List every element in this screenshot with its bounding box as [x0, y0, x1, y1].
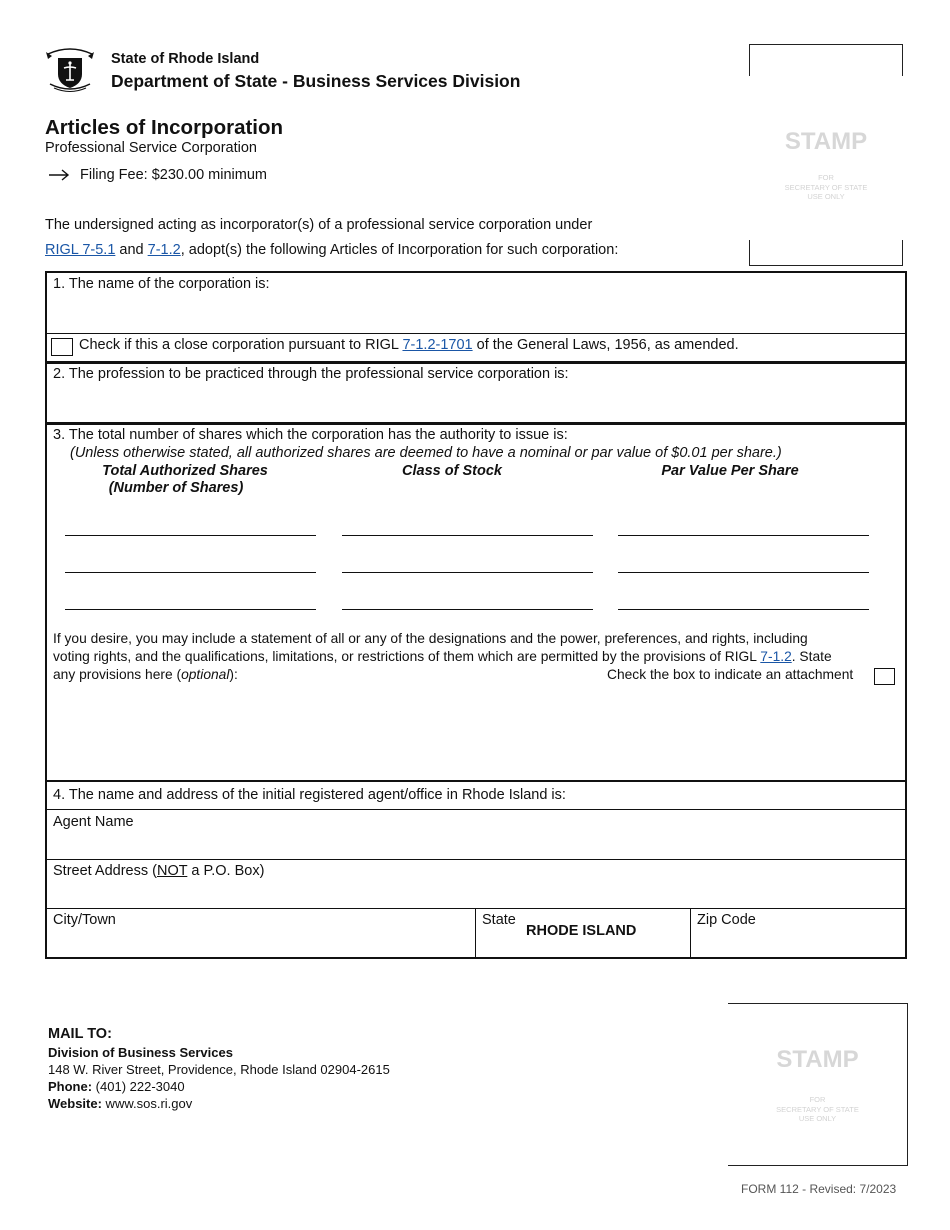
- section-4-divider-2: [47, 859, 905, 860]
- section-4-col-divider-2: [690, 908, 691, 957]
- class-input-row-1[interactable]: [342, 535, 593, 536]
- mail-to-website: [48, 1095, 390, 1112]
- header-department: Department of State - Business Services Division: [111, 71, 521, 91]
- zip-input[interactable]: [692, 930, 904, 956]
- col-header-class: Class of Stock: [402, 463, 502, 479]
- street-address-label: [53, 863, 264, 879]
- section-3-note: (Unless otherwise stated, all authorized shares are deemed to have a nominal or par value of $0.01 per share.): [70, 445, 782, 461]
- class-input-row-2[interactable]: [342, 572, 593, 573]
- phone-value: (401) 222-3040: [92, 1079, 185, 1094]
- filing-fee-text: Filing Fee: $230.00 minimum: [80, 167, 267, 183]
- stamp-box-top: [749, 44, 903, 266]
- col-header-shares-line2: (Number of Shares): [108, 480, 244, 496]
- phone-label: Phone:: [48, 1079, 93, 1094]
- form-number: FORM 112 - Revised: 7/2023: [741, 1182, 897, 1196]
- shares-input-row-2[interactable]: [65, 572, 316, 573]
- stamp-note-line: SECRETARY OF STATE: [776, 1104, 859, 1114]
- provisions-line-1: If you desire, you may include a statement of all or any of the designations and the power, preferences, and rights, including: [53, 631, 808, 646]
- arrow-right-icon: [48, 169, 70, 181]
- rigl-7-5-1-link[interactable]: RIGL 7-5.1: [45, 242, 116, 258]
- col-header-par: Par Value Per Share: [661, 463, 799, 479]
- rigl-7-1-2-provisions-link[interactable]: 7-1.2: [760, 649, 792, 664]
- par-input-row-3[interactable]: [618, 609, 869, 610]
- mail-to-phone: [48, 1078, 390, 1095]
- header-state: State of Rhode Island: [111, 51, 260, 67]
- stamp-note-line: SECRETARY OF STATE: [784, 182, 868, 192]
- close-corp-post: of the General Laws, 1956, as amended.: [472, 337, 739, 353]
- provisions-line-2-pre: voting rights, and the qualifications, limitations, or restrictions of them which are permitted by the provisions of RIGL: [53, 649, 761, 664]
- stamp-note-line: FOR: [818, 173, 834, 182]
- close-corporation-text: [79, 337, 739, 353]
- website-label: Website:: [48, 1096, 102, 1111]
- rigl-7-1-2-1701-link[interactable]: 7-1.2-1701: [402, 337, 473, 353]
- zip-label: Zip Code: [697, 912, 756, 928]
- shares-input-row-3[interactable]: [65, 609, 316, 610]
- close-corporation-checkbox[interactable]: [51, 338, 73, 356]
- intro-line-2: [45, 242, 618, 258]
- page-subtitle: Professional Service Corporation: [45, 140, 257, 156]
- par-input-row-1[interactable]: [618, 535, 869, 536]
- intro-line-1: The undersigned acting as incorporator(s) of a professional service corporation under: [45, 217, 593, 233]
- website-value: www.sos.ri.gov: [101, 1096, 193, 1111]
- mail-to-block: [48, 1026, 390, 1112]
- provisions-line-2-post: . State: [791, 649, 832, 664]
- page-title: Articles of Incorporation: [45, 116, 284, 139]
- stamp-word: STAMP: [784, 128, 868, 155]
- section-2-label: 2. The profession to be practiced through the professional service corporation is:: [53, 366, 569, 382]
- street-label-post: a P.O. Box): [187, 863, 265, 879]
- shares-input-row-1[interactable]: [65, 535, 316, 536]
- section-3-label: 3. The total number of shares which the corporation has the authority to issue is:: [53, 427, 568, 443]
- col-header-shares-line1: Total Authorized Shares: [102, 463, 268, 479]
- stamp-note: [749, 173, 903, 202]
- city-input[interactable]: [47, 930, 473, 956]
- section-1-divider: [47, 333, 905, 334]
- provisions-line-3-post: ):: [229, 667, 238, 682]
- provisions-optional: optional: [181, 667, 230, 682]
- state-seal-icon: [44, 44, 96, 92]
- agent-name-label: Agent Name: [53, 814, 134, 830]
- provisions-input[interactable]: [53, 688, 895, 774]
- stamp-bracket-top: [749, 44, 903, 76]
- provisions-line-3-pre: any provisions here (: [53, 667, 182, 682]
- stamp-word: STAMP: [776, 1046, 859, 1073]
- class-input-row-3[interactable]: [342, 609, 593, 610]
- stamp-note-line: USE ONLY: [807, 192, 845, 201]
- provisions-line-2: [53, 648, 895, 666]
- mail-to-heading: MAIL TO:: [48, 1026, 112, 1042]
- section-4-label: 4. The name and address of the initial registered agent/office in Rhode Island is:: [53, 787, 566, 803]
- mail-to-address: 148 W. River Street, Providence, Rhode Island 02904-2615: [48, 1062, 390, 1077]
- state-value: RHODE ISLAND: [526, 923, 637, 939]
- street-label-not: NOT: [156, 863, 188, 879]
- agent-name-input[interactable]: [47, 832, 905, 858]
- stamp-note: [728, 1095, 907, 1124]
- stamp-bracket-bottom: [749, 240, 903, 266]
- state-label: State: [482, 912, 516, 928]
- stamp-note-line: FOR: [809, 1095, 826, 1104]
- intro-rest: , adopt(s) the following Articles of Incorporation for such corporation:: [180, 242, 619, 258]
- section-4-divider-3: [47, 908, 905, 909]
- stamp-note-line: USE ONLY: [798, 1114, 837, 1123]
- stamp-box-bottom: [728, 1003, 908, 1166]
- filing-fee: [48, 167, 267, 183]
- section-1-label: 1. The name of the corporation is:: [53, 276, 270, 292]
- city-label: City/Town: [53, 912, 116, 928]
- attachment-label: Check the box to indicate an attachment: [607, 667, 854, 682]
- col-header-shares: [65, 463, 305, 496]
- street-label-pre: Street Address (: [53, 863, 157, 879]
- par-input-row-2[interactable]: [618, 572, 869, 573]
- close-corp-pre: Check if this a close corporation pursuant to RIGL: [79, 337, 403, 353]
- section-4-col-divider-1: [475, 908, 476, 957]
- intro-and: and: [115, 242, 148, 258]
- attachment-checkbox[interactable]: [874, 668, 895, 685]
- rigl-7-1-2-link[interactable]: 7-1.2: [147, 242, 181, 258]
- section-4-divider-1: [47, 809, 905, 810]
- mail-to-division: Division of Business Services: [48, 1045, 233, 1060]
- street-address-input[interactable]: [47, 881, 905, 907]
